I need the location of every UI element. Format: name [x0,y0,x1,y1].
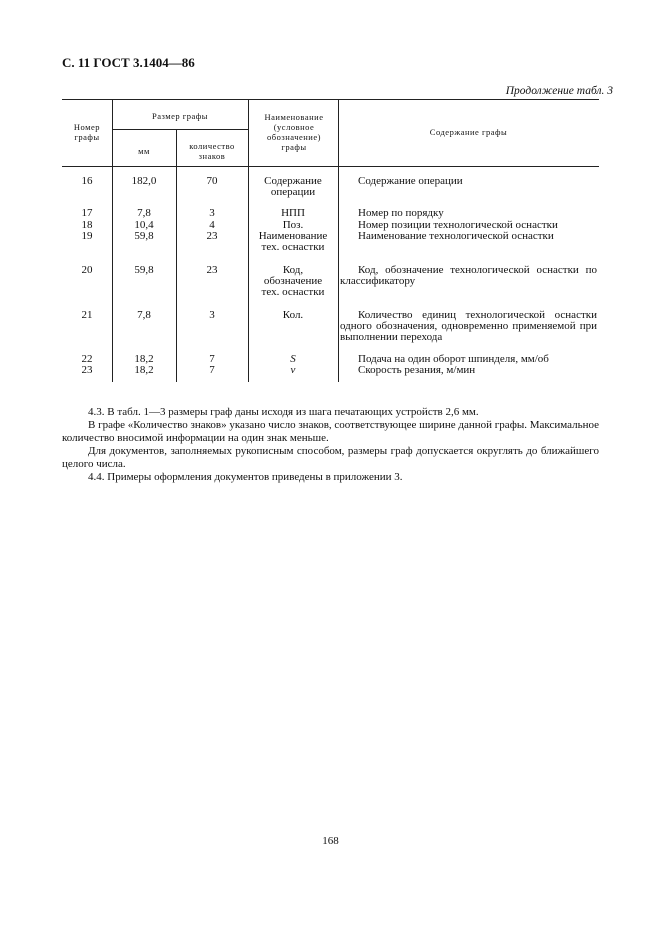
column-header-size-group: Размер графы [152,111,208,121]
row-20-content: Код, обозначение технологической оснастки по классификатору [340,264,597,287]
row-16-chars: 70 [206,175,218,187]
row-17-chars: 3 [209,207,215,219]
row-23-number: 23 [81,364,93,376]
row-16-number: 16 [81,175,93,187]
column-divider [176,129,177,382]
table-continuation-note: Продолжение табл. 3 [505,85,613,97]
page-number: 168 [322,835,339,847]
paragraph-4-3: 4.3. В табл. 1—3 размеры граф даны исходя из шага печатающих устройств 2,6 мм. [88,406,479,418]
paragraph-4-4: 4.4. Примеры оформления документов приведены в приложении 3. [88,471,403,483]
row-20-mm: 59,8 [134,264,154,276]
table-top-rule [62,99,599,100]
row-18-mm: 10,4 [134,219,154,231]
row-18-content: Номер позиции технологической оснастки [358,219,558,231]
row-19-name: Наименование тех. оснастки [258,230,328,253]
size-group-rule [113,129,248,130]
column-header-content: Содержание графы [429,127,508,137]
row-19-content: Наименование технологической оснастки [358,230,554,242]
row-21-number: 21 [81,309,93,321]
row-22-chars: 7 [209,353,215,365]
row-23-content: Скорость резания, м/мин [358,364,476,376]
row-20-name: Код, обозначение тех. оснастки [261,264,325,298]
row-16-name: Содержание операции [264,175,322,198]
row-19-number: 19 [81,230,93,242]
row-17-mm: 7,8 [137,207,151,219]
page-header: С. 11 ГОСТ 3.1404—86 [62,55,195,70]
column-divider [248,99,249,382]
column-header-chars: количество знаков [189,141,235,161]
row-19-mm: 59,8 [134,230,154,242]
row-22-content: Подача на один оборот шпинделя, мм/об [358,353,549,365]
row-22-number: 22 [81,353,93,365]
row-20-chars: 23 [206,264,218,276]
paragraph-handwritten-note: Для документов, заполняемых рукописным способом, размеры граф допускается округлять до ближайшего целого числа. [62,445,599,470]
row-17-name: НПП [281,207,305,219]
row-23-mm: 18,2 [134,364,154,376]
row-18-chars: 4 [209,219,215,231]
column-header-number: Номер графы [73,122,101,142]
row-21-name: Кол. [282,309,304,321]
row-21-content: Количество единиц технологической оснастки одного обозначения, одновременно применяемой при выполнении перехода [340,309,597,343]
row-19-chars: 23 [206,230,218,242]
row-23-name: v [290,364,296,376]
row-18-name: Поз. [282,219,304,231]
column-header-mm: мм [138,146,150,156]
paragraph-chars-note: В графе «Количество знаков» указано число знаков, соответствующее ширине данной графы. Максимальное количество вносимой информации на один знак меньше. [62,419,599,444]
row-18-number: 18 [81,219,93,231]
row-21-mm: 7,8 [137,309,151,321]
row-16-content: Содержание операции [358,175,463,187]
row-21-chars: 3 [209,309,215,321]
row-22-name: S [290,353,296,365]
row-22-mm: 18,2 [134,353,154,365]
row-16-mm: 182,0 [131,175,157,187]
row-23-chars: 7 [209,364,215,376]
row-17-number: 17 [81,207,93,219]
row-20-number: 20 [81,264,93,276]
table-header-rule [62,166,599,167]
column-header-name: Наименование (условное обозначение) графы [264,112,324,152]
row-17-content: Номер по порядку [358,207,444,219]
column-divider [338,99,339,382]
